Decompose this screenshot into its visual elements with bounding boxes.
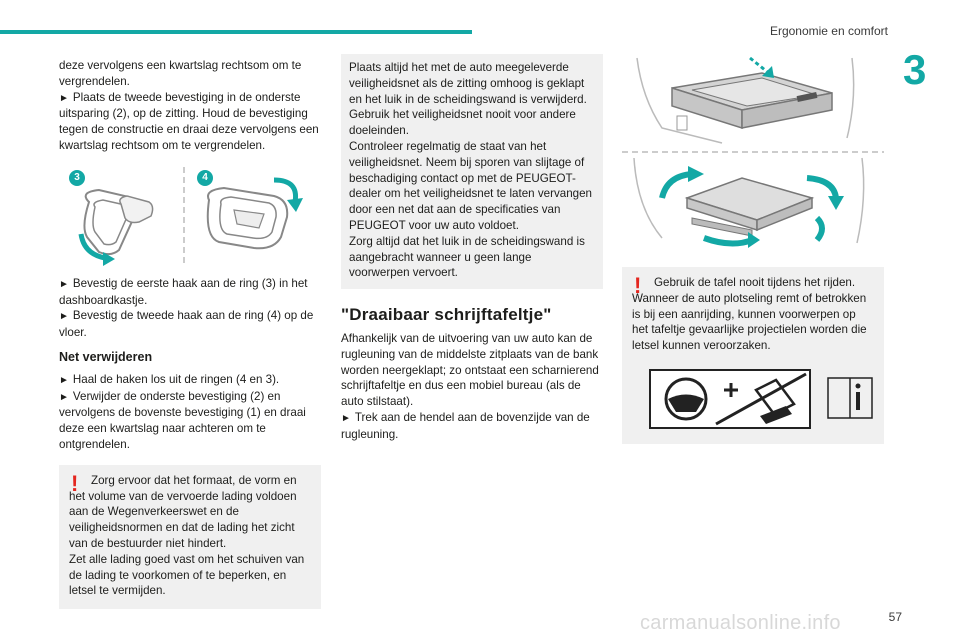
warning-text: Zorg ervoor dat het formaat, de vorm en het volume van de vervoerde lading voldoen aan de Wegenverkeerswet en de veiligheidsnormen en dat de lading het zicht van de bestuurder niet hindert. Zet alle lading goed vast om het schuiven van de lading te voorkomen of te beperken, en letsel te vermijden. bbox=[69, 473, 305, 598]
arrow-icon: ► bbox=[59, 92, 69, 104]
instruction: ► Verwijder de onderste bevestiging (2) en vervolgens de bovenste bevestiging (1) en draai deze een kwartslag naar achteren om te ontgrendelen. bbox=[59, 389, 306, 451]
net-hooks-figure bbox=[59, 162, 321, 270]
warning-text: Gebruik de tafel nooit tijdens het rijden. Wanneer de auto plotseling remt of betrokken is bij een aanrijding, kunnen voorwerpen op het tafeltje gevaarlijke projectielen worden die letsel kunnen veroorzaken. bbox=[632, 276, 867, 353]
subheading: Net verwijderen bbox=[59, 349, 153, 364]
arrow-icon: ► bbox=[341, 412, 351, 424]
figure-badge-4: 4 bbox=[197, 170, 213, 186]
section-title: Ergonomie en comfort bbox=[769, 24, 888, 38]
arrow-icon: ► bbox=[59, 311, 69, 323]
instruction: ► Plaats de tweede bevestiging in de onderste uitsparing (2), op de zitting. Houd de bevestiging tegen de constructie en draai deze vervolgens een kwartslag rechtsom om te vergrendelen. bbox=[59, 90, 319, 152]
paragraph: deze vervolgens een kwartslag rechtsom om te vergrendelen. bbox=[59, 59, 302, 88]
arrow-icon: ► bbox=[59, 278, 69, 290]
warning-icon: ! bbox=[71, 470, 79, 496]
watermark: carmanualsonline.info bbox=[640, 612, 841, 634]
paragraph: Afhankelijk van de uitvoering van uw auto kan de rugleuning van de middelste zitplaats van de bank worden neergeklapt; zo ontstaat een scharnierend schrijftafeltje en dus een mobiel bureau (als de auto stilstaat). bbox=[341, 331, 599, 409]
figure-badge-3: 3 bbox=[69, 170, 85, 186]
table-illustration bbox=[622, 48, 884, 253]
arrow-icon: ► bbox=[59, 391, 69, 403]
info-text: Plaats altijd het met de auto meegeleverde veiligheidsnet als de zitting omhoog is geklapt en het luik in de scheidingswand is verwijderd. Gebruik het veiligheidsnet nooit voor andere doeleinden. Controleer regelmatig de staat van het veiligheidsnet. Neem bij sporen van slijtage of beschadiging contact op met de PEUGEOT-dealer om het veiligheidsnet te laten vervangen door een net dat aan de specificaties van PEUGEOT voor uw auto voldoet. Zorg altijd dat het luik in de scheidingswand is aangebracht wanneer u geen lange voorwerpen vervoert. bbox=[349, 61, 592, 280]
writing-table-figure bbox=[622, 48, 884, 253]
instruction: ► Haal de haken los uit de ringen (4 en 3). bbox=[59, 372, 280, 386]
chapter-number: 3 bbox=[903, 46, 927, 93]
section-heading: "Draaibaar schrijftafeltje" bbox=[341, 305, 552, 325]
header-accent-bar bbox=[0, 30, 472, 34]
arrow-icon: ► bbox=[59, 374, 69, 386]
column-2 bbox=[341, 58, 603, 443]
warning-box bbox=[622, 267, 884, 444]
column-1 bbox=[59, 58, 321, 609]
page-number: 57 bbox=[888, 610, 902, 624]
warning-icon: ! bbox=[634, 273, 642, 298]
column-3 bbox=[622, 58, 884, 444]
driving-prohibition-pictogram bbox=[646, 368, 876, 430]
instruction: ► Trek aan de hendel aan de bovenzijde van de rugleuning. bbox=[341, 410, 590, 441]
warning-box bbox=[59, 465, 321, 609]
instruction: ► Bevestig de eerste haak aan de ring (3) in het dashboardkastje. bbox=[59, 276, 308, 307]
instruction: ► Bevestig de tweede haak aan de ring (4) op de vloer. bbox=[59, 309, 314, 340]
info-box bbox=[341, 54, 603, 289]
hook-illustration bbox=[59, 162, 321, 270]
